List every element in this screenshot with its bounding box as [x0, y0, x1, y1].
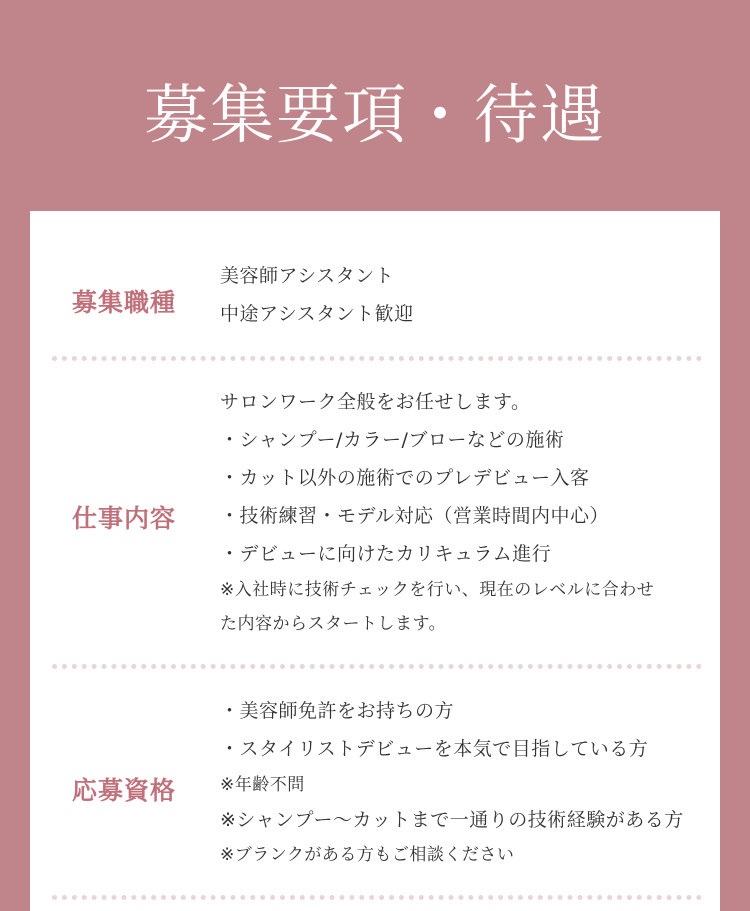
qualifications-note-3: ※ブランクがある方もご相談ください [220, 845, 515, 865]
page-title: 募集要項・待遇 [144, 79, 606, 153]
divider-1 [52, 356, 702, 361]
job-description-line-4: ・技術練習・モデル対応（営業時間内中心） [220, 505, 610, 527]
job-description-note-2: た内容からスタートします。 [220, 614, 447, 634]
divider-3 [52, 895, 702, 900]
job-description-note-1: ※入社時に技術チェックを行い、現在のレベルに合わせ [220, 580, 655, 600]
divider-2 [52, 664, 702, 669]
recruitment-card [30, 211, 720, 911]
job-description-line-1: サロンワーク全般をお任せします。 [220, 391, 531, 413]
section-label-job-description: 仕事内容 [72, 504, 177, 533]
job-type-line-1: 美容師アシスタント [220, 265, 395, 287]
qualifications-line-2: ・スタイリストデビューを本気で目指している方 [220, 738, 649, 760]
job-description-line-2: ・シャンプー/カラー/ブローなどの施術 [220, 429, 565, 451]
section-body-qualifications [220, 692, 710, 872]
section-body-job-type [220, 257, 710, 333]
section-label-qualifications: 応募資格 [72, 776, 177, 805]
job-type-line-2: 中途アシスタント歓迎 [220, 303, 414, 325]
job-description-line-3: ・カット以外の施術でのプレデビュー入客 [220, 467, 590, 489]
job-description-line-5: ・デビューに向けたカリキュラム進行 [220, 543, 552, 565]
qualifications-note-2: ※シャンプー～カットまで一通りの技術経験がある方 [220, 809, 684, 831]
qualifications-line-1: ・美容師免許をお持ちの方 [220, 700, 455, 722]
section-body-job-description [220, 383, 710, 641]
qualifications-note-1: ※年齢不問 [220, 775, 305, 795]
section-label-job-type: 募集職種 [72, 288, 177, 317]
